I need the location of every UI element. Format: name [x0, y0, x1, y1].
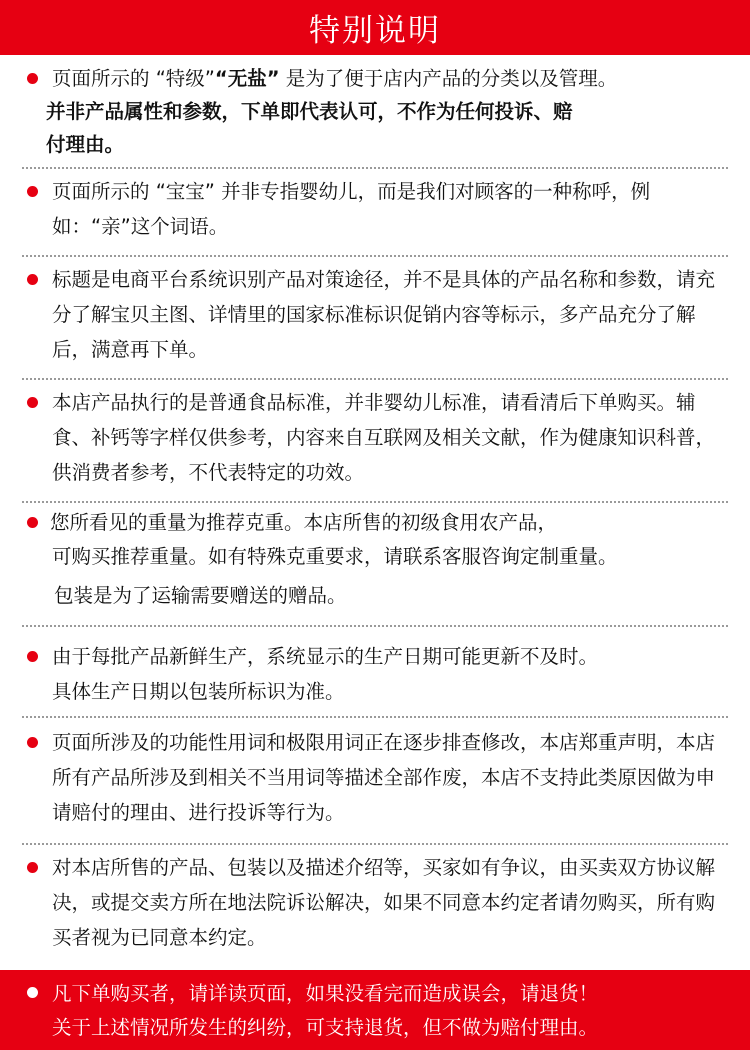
- bullet-dot: [27, 862, 38, 873]
- notice-item-1-bold-line-1: 并非产品属性和参数，下单即代表认可，不作为任何投诉、赔: [46, 100, 573, 123]
- notice-item-4: 本店产品执行的是普通食品标准，并非婴幼儿标准，请看清后下单购买。辅食、补钙等字样仅供参考，内容来自互联网及相关文献，作为健康知识科普，供消费者参考，不代表特定的功效。: [52, 391, 716, 484]
- bullet-dot: [27, 987, 38, 998]
- notice-item-6-line-2: 具体生产日期以包装所标识为准。: [52, 680, 345, 703]
- footer-line-1: 凡下单购买者，请详读页面，如果没看完而造成误会，请退货！: [52, 982, 599, 1005]
- footer-banner: [0, 970, 750, 1050]
- notice-item-5-line-1: 您所看见的重量为推荐克重。本店所售的初级食用农产品，: [50, 511, 558, 534]
- bullet-dot: [27, 737, 38, 748]
- page-title: 特别说明: [309, 13, 441, 49]
- bullet-dot: [27, 186, 38, 197]
- divider: [22, 843, 728, 845]
- notice-item-3: 标题是电商平台系统识别产品对策途径，并不是具体的产品名称和参数，请充分了解宝贝主图、详情里的国家标准标识促销内容等标示，多产品充分了解后，满意再下单。: [52, 268, 716, 361]
- divider: [22, 501, 728, 503]
- bullet-dot: [27, 274, 38, 285]
- bullet-dot: [27, 651, 38, 662]
- notice-item-5-line-2: 可购买推荐重量。如有特殊克重要求，请联系客服咨询定制重量。: [52, 545, 618, 568]
- divider: [22, 167, 728, 169]
- notice-item-2: 页面所示的 “宝宝” 并非专指婴幼儿，而是我们对顾客的一种称呼，例如：“亲”这个词语。: [52, 180, 651, 238]
- notice-item-7: 页面所涉及的功能性用词和极限用词正在逐步排查修改，本店郑重声明，本店所有产品所涉及到相关不当用词等描述全部作废，本店不支持此类原因做为申请赔付的理由、进行投诉等行为。: [52, 731, 716, 824]
- notice-item-1-emph: “无盐”: [214, 67, 280, 90]
- footer-line-2: 关于上述情况所发生的纠纷，可支持退货，但不做为赔付理由。: [52, 1016, 599, 1039]
- divider: [22, 716, 728, 718]
- notice-item-5-line-3: 包装是为了运输需要赠送的赠品。: [54, 584, 347, 607]
- bullet-dot: [27, 397, 38, 408]
- notice-item-1-bold-line-2: 付理由。: [46, 133, 125, 156]
- header-banner: [0, 0, 750, 55]
- notice-item-1-prefix: 页面所示的 “特级”: [52, 67, 215, 90]
- divider: [22, 255, 728, 257]
- bullet-dot: [27, 517, 38, 528]
- divider: [22, 625, 728, 627]
- divider: [22, 378, 728, 380]
- notice-item-6-line-1: 由于每批产品新鲜生产，系统显示的生产日期可能更新不及时。: [52, 645, 599, 668]
- notice-item-8: 对本店所售的产品、包装以及描述介绍等，买家如有争议，由买卖双方协议解决，或提交卖方所在地法院诉讼解决，如果不同意本约定者请勿购买，所有购买者视为已同意本约定。: [52, 856, 716, 949]
- bullet-dot: [27, 73, 38, 84]
- notice-item-1: [52, 61, 732, 96]
- notice-item-1-rest: 是为了便于店内产品的分类以及管理。: [279, 67, 618, 90]
